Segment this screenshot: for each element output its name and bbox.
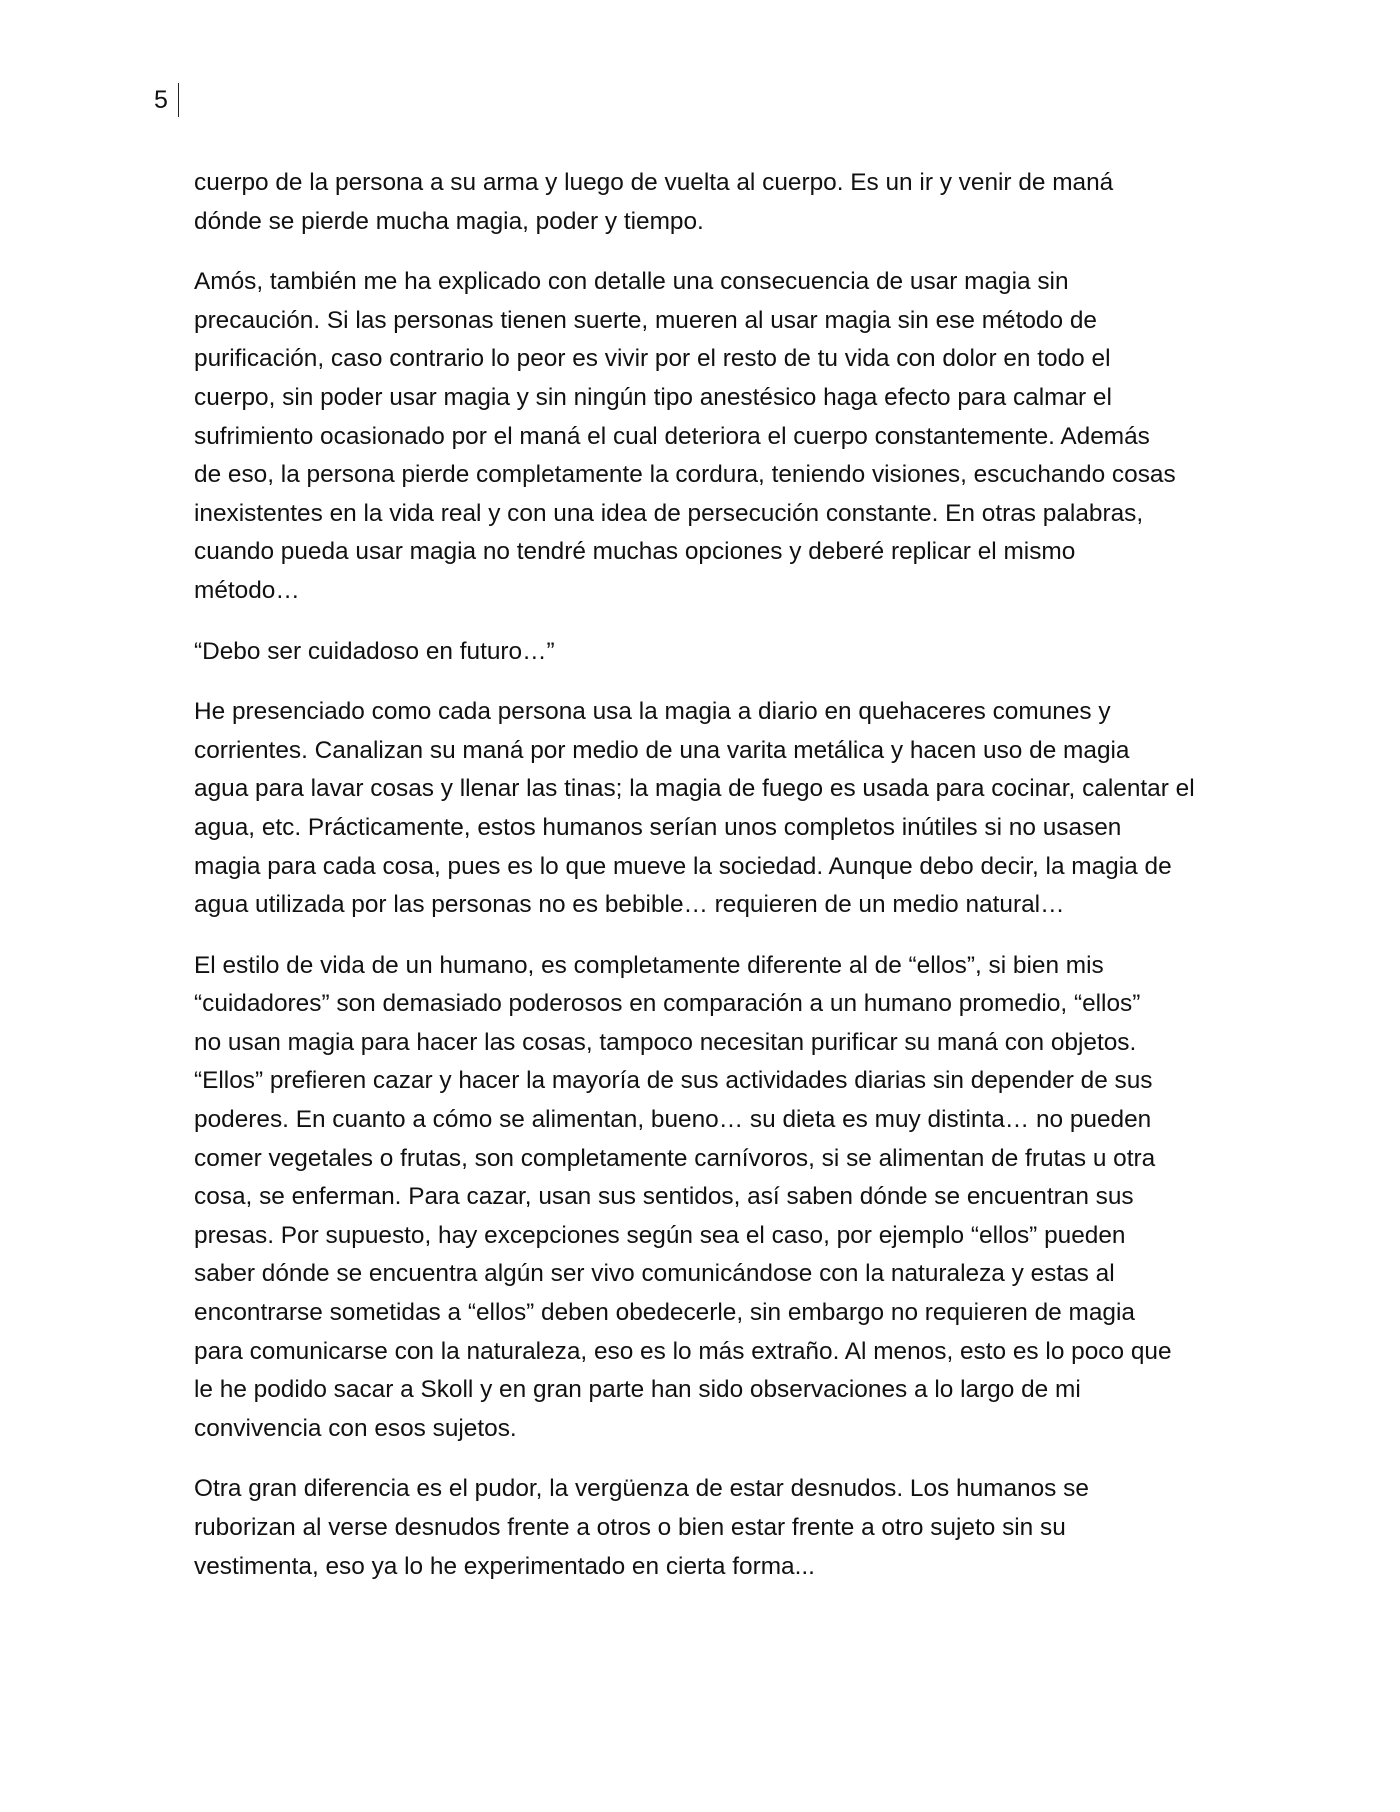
paragraph (194, 947, 1224, 1449)
header-divider (178, 83, 179, 117)
text-line: agua, etc. Prácticamente, estos humanos serían unos completos inútiles si no usasen (194, 813, 1122, 841)
text-line: para comunicarse con la naturaleza, eso es lo más extraño. Al menos, esto es lo poco que (194, 1337, 1172, 1365)
paragraph (194, 1470, 1224, 1586)
text-line: de eso, la persona pierde completamente la cordura, teniendo visiones, escuchando cosas (194, 461, 1176, 489)
text-line: “Debo ser cuidadoso en futuro…” (194, 637, 555, 665)
text-line: Amós, también me ha explicado con detalle una consecuencia de usar magia sin (194, 268, 1069, 296)
text-line: He presenciado como cada persona usa la magia a diario en quehaceres comunes y (194, 698, 1111, 726)
paragraph (194, 693, 1224, 925)
text-line: vestimenta, eso ya lo he experimentado en cierta forma... (194, 1552, 815, 1580)
text-line: Otra gran diferencia es el pudor, la vergüenza de estar desnudos. Los humanos se (194, 1475, 1089, 1503)
text-line: poderes. En cuanto a cómo se alimentan, bueno… su dieta es muy distinta… no pueden (194, 1106, 1152, 1134)
text-line: purificación, caso contrario lo peor es vivir por el resto de tu vida con dolor en todo el (194, 345, 1111, 373)
body-text (194, 164, 1224, 1608)
text-line: “cuidadores” son demasiado poderosos en comparación a un humano promedio, “ellos” (194, 990, 1141, 1018)
text-line: cosa, se enferman. Para cazar, usan sus sentidos, así saben dónde se encuentran sus (194, 1183, 1134, 1211)
paragraph (194, 263, 1224, 610)
text-line: no usan magia para hacer las cosas, tampoco necesitan purificar su maná con objetos. (194, 1028, 1137, 1056)
text-line: cuerpo, sin poder usar magia y sin ningún tipo anestésico haga efecto para calmar el (194, 383, 1112, 411)
paragraph (194, 164, 1224, 241)
text-line: corrientes. Canalizan su maná por medio de una varita metálica y hacen uso de magia (194, 736, 1130, 764)
text-line: saber dónde se encuentra algún ser vivo comunicándose con la naturaleza y estas al (194, 1260, 1115, 1288)
text-line: convivencia con esos sujetos. (194, 1414, 517, 1442)
text-line: cuando pueda usar magia no tendré muchas opciones y deberé replicar el mismo (194, 538, 1076, 566)
text-line: sufrimiento ocasionado por el maná el cual deteriora el cuerpo constantemente. Además (194, 422, 1150, 450)
text-line: ruborizan al verse desnudos frente a otros o bien estar frente a otro sujeto sin su (194, 1514, 1066, 1541)
page-header (154, 84, 179, 116)
text-line: comer vegetales o frutas, son completamente carnívoros, si se alimentan de frutas u otra (194, 1144, 1156, 1172)
text-line: dónde se pierde mucha magia, poder y tiempo. (194, 207, 704, 235)
text-line: magia para cada cosa, pues es lo que mueve la sociedad. Aunque debo decir, la magia de (194, 852, 1172, 880)
paragraph (194, 633, 1224, 672)
text-line: inexistentes en la vida real y con una idea de persecución constante. En otras palabras, (194, 499, 1144, 527)
text-line: “Ellos” prefieren cazar y hacer la mayoría de sus actividades diarias sin depender de sus (194, 1067, 1153, 1095)
page-number: 5 (154, 86, 168, 114)
text-line: le he podido sacar a Skoll y en gran parte han sido observaciones a lo largo de mi (194, 1376, 1081, 1404)
text-line: agua utilizada por las personas no es bebible… requieren de un medio natural… (194, 891, 1065, 919)
text-line: agua para lavar cosas y llenar las tinas; la magia de fuego es usada para cocinar, calentar el (194, 775, 1195, 803)
text-line: cuerpo de la persona a su arma y luego de vuelta al cuerpo. Es un ir y venir de maná (194, 169, 1114, 196)
text-line: presas. Por supuesto, hay excepciones según sea el caso, por ejemplo “ellos” pueden (194, 1221, 1126, 1249)
text-line: encontrarse sometidas a “ellos” deben obedecerle, sin embargo no requieren de magia (194, 1299, 1135, 1327)
text-line: método… (194, 576, 300, 604)
text-line: precaución. Si las personas tienen suerte, mueren al usar magia sin ese método de (194, 306, 1097, 334)
text-line: El estilo de vida de un humano, es completamente diferente al de “ellos”, si bien mis (194, 951, 1104, 979)
